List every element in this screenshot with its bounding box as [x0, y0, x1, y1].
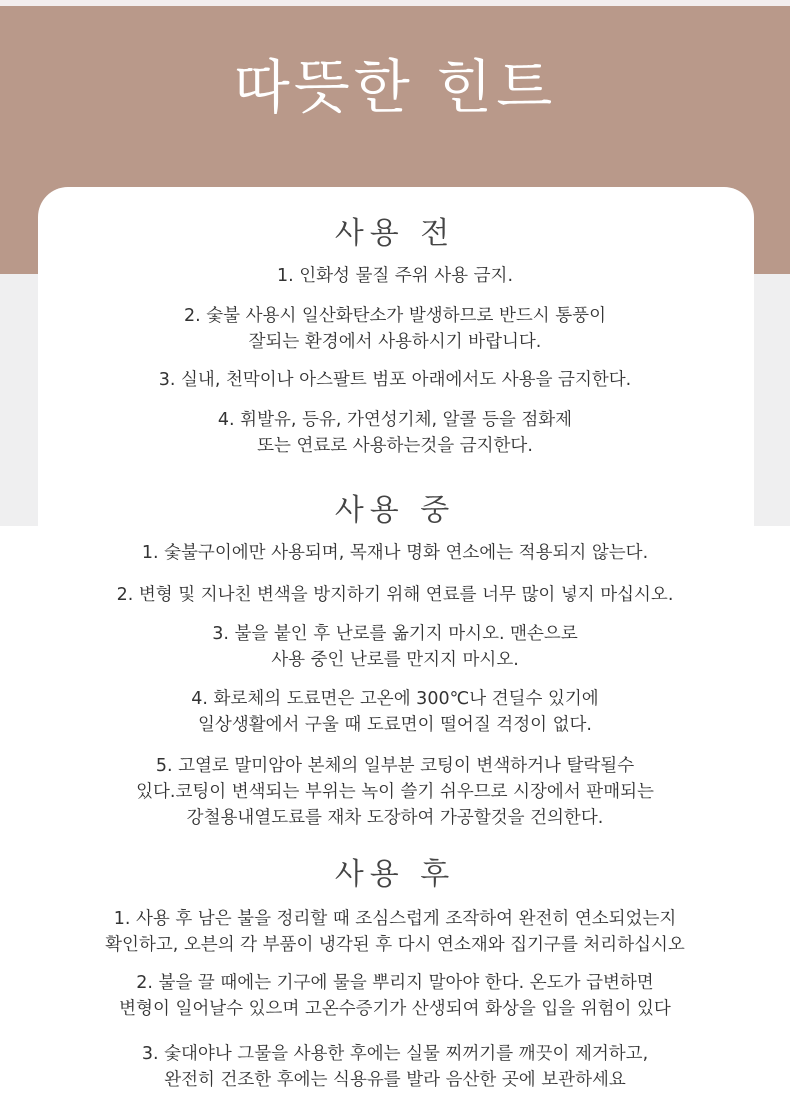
- list-item: 4. 휘발유, 등유, 가연성기체, 알콜 등을 점화제 또는 연료로 사용하는것을 금지한다.: [217, 410, 573, 456]
- list-item: 2. 숯불 사용시 일산화탄소가 발생하므로 반드시 통풍이 잘되는 환경에서 사용하시기 바랍니다.: [184, 306, 606, 352]
- section-heading-before-use: 사용 전: [334, 216, 456, 251]
- list-item: 2. 불을 끌 때에는 기구에 물을 뿌리지 말아야 한다. 온도가 급변하면 변형이 일어날수 있으며 고온수증기가 산생되여 화상을 입을 위험이 있다: [119, 973, 671, 1019]
- list-item: 3. 숯대야나 그물을 사용한 후에는 실물 찌꺼기를 깨끗이 제거하고, 완전히 건조한 후에는 식용유를 발라 음산한 곳에 보관하세요: [141, 1044, 649, 1090]
- list-item: 3. 불을 붙인 후 난로를 옮기지 마시오. 맨손으로 사용 중인 난로를 만지지 마시오.: [212, 624, 578, 670]
- list-item: 1. 숯불구이에만 사용되며, 목재나 명화 연소에는 적용되지 않는다.: [141, 543, 649, 563]
- page-title: 따뜻한 힌트: [233, 53, 557, 121]
- list-item: 1. 인화성 물질 주위 사용 금지.: [276, 266, 514, 286]
- list-item: 5. 고열로 말미암아 본체의 일부분 코팅이 변색하거나 탈락될수 있다.코팅이 변색되는 부위는 녹이 쓸기 쉬우므로 시장에서 판매되는 강철용내열도료를 재차 도장하여 가공할것을 건의한다.: [136, 756, 654, 828]
- list-item: 4. 화로체의 도료면은 고온에 300℃나 견딜수 있기에 일상생활에서 구울 때 도료면이 떨어질 걱정이 없다.: [191, 689, 599, 735]
- list-item: 2. 변형 및 지나친 변색을 방지하기 위해 연료를 너무 많이 넣지 마십시오.: [116, 585, 674, 605]
- section-heading-after-use: 사용 후: [334, 857, 456, 892]
- list-item: 1. 사용 후 남은 불을 정리할 때 조심스럽게 조작하여 완전히 연소되었는지 확인하고, 오븐의 각 부품이 냉각된 후 다시 연소재와 집기구를 처리하십시오: [105, 909, 685, 955]
- list-item: 3. 실내, 천막이나 아스팔트 범포 아래에서도 사용을 금지한다.: [158, 370, 632, 390]
- section-heading-during-use: 사용 중: [334, 493, 456, 528]
